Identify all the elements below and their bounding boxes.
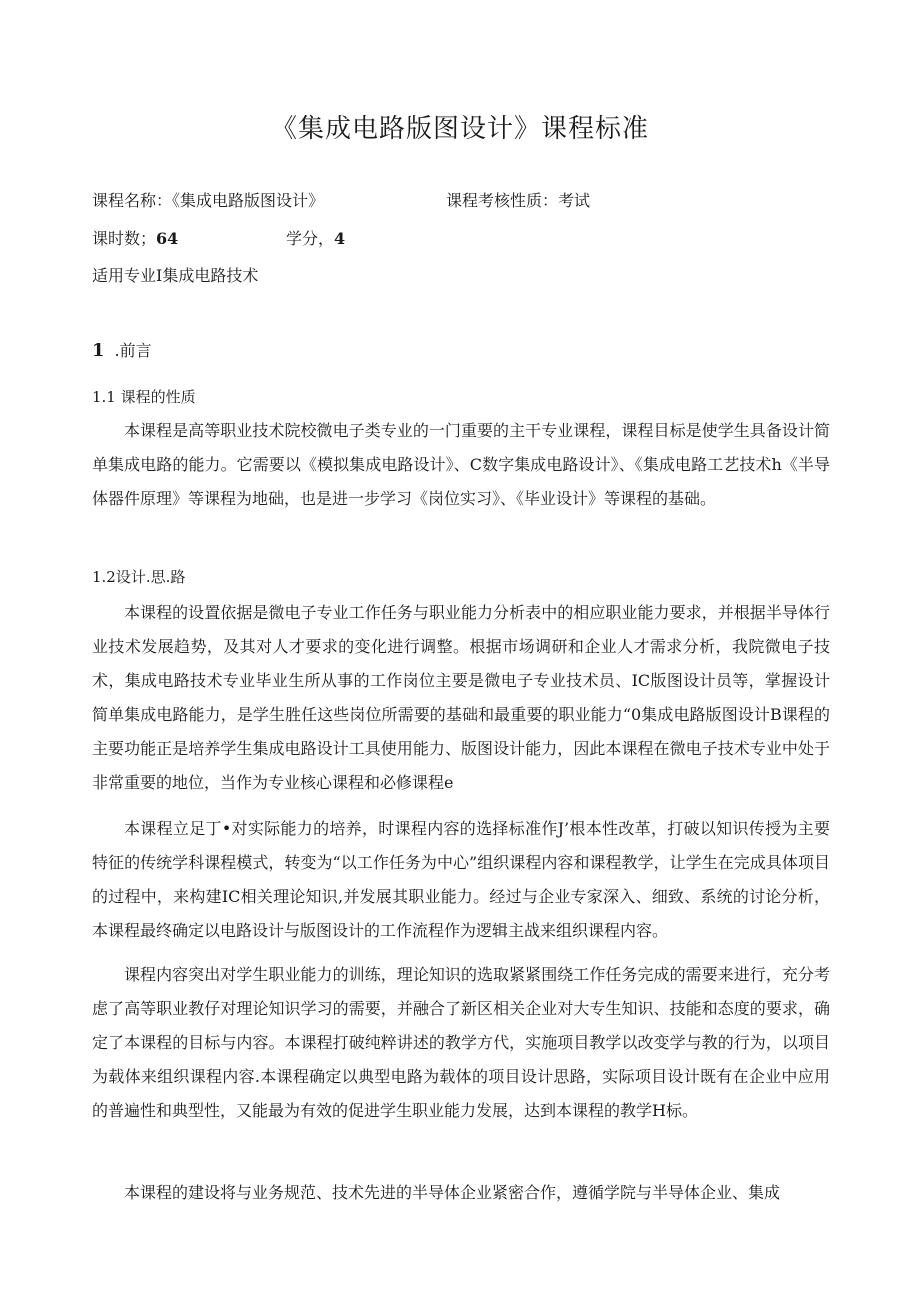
paragraph-3: 本课程立足丁•对实际能力的培养，时课程内容的选择标准作J’根本性改革，打破以知识传授为主要特征的传统学科课程模式，转变为“以工作任务为中心”组织课程内容和课程教学，让学生在完成具体项目的过程中，来构建IC相关理论知识,并发展其职业能力。经过与企业专家深入、细致、系统的讨论分析，本课程最终确定以电路设计与版图设计的工作流程作为逻辑主战来组织课程内容。 <box>92 819 830 940</box>
section-1-1-heading: 1.1 课程的性质 <box>92 388 196 406</box>
credits-label: 学分， <box>286 229 335 248</box>
paragraph-2: 本课程的设置依据是微电子专业工作任务与职业能力分析表中的相应职业能力要求，并根据半导体行业技术发展趋势，及其对人才要求的变化进行调整。根据市场调研和企业人才需求分析，我院微电子技术，集成电路技术专业毕业生所从事的工作岗位主要是微电子专业技术员、IC版图设计员等，掌握设计简单集成电路能力，是学生胜任这些岗位所需要的基础和最重要的职业能力“0集成电路版图设计B课程的主要功能正是培养学生集成电路设计工具使用能力、版图设计能力，因此本课程在微电子技术专业中处于非常重要的地位，当作为专业核心课程和必修课程e <box>92 603 830 792</box>
paragraph-5: 本课程的建设将与业务规范、技术先进的半导体企业紧密合作，遵循学院与半导体企业、集成 <box>124 1183 781 1202</box>
section-1-title: .前言 <box>114 341 152 360</box>
hours-label: 课时数； <box>92 229 157 248</box>
credits-value: 4 <box>334 229 346 248</box>
course-credits <box>286 228 345 250</box>
document-title: 《集成电路版图设计》课程标准 <box>270 114 649 144</box>
hours-value: 64 <box>156 229 179 248</box>
course-hours <box>92 228 178 250</box>
section-1-2-heading: 1.2设计.思.路 <box>92 568 186 586</box>
assessment-type: 课程考核性质：考试 <box>446 191 591 210</box>
paragraph-4: 课程内容突出对学生职业能力的训练，理论知识的选取紧紧围绕工作任务完成的需要来进行，充分考虑了高等职业教仔对理论知识学习的需要，并融合了新区相关企业对大专生知识、技能和态度的要求，确定了本课程的目标与内容。本课程打破纯粹讲述的教学方代，实施项目教学以改变学与教的行为，以项目为载体来组织课程内容.本课程确定以典型电路为载体的项目设计思路，实际项目设计既有在企业中应用的普遍性和典型性，又能最为有效的促进学生职业能力发展，达到本课程的教学H标。 <box>92 965 830 1120</box>
section-1-heading <box>92 340 152 362</box>
paragraph-1: 本课程是高等职业技术院校微电子类专业的一门重要的主干专业课程，课程目标是使学生具备设计简单集成电路的能力。它需要以《模拟集成电路设计》、C数字集成电路设计》、《集成电路工艺技术h《半导体器件原理》等课程为地础，也是进一步学习《岗位实习》、《毕业设计》等课程的基础。 <box>92 421 830 508</box>
section-1-number: 1 <box>92 340 105 361</box>
applicable-major: 适用专业Ⅰ集成电路技术 <box>92 266 259 285</box>
course-name: 课程名称：《集成电路版图设计》 <box>92 191 325 210</box>
